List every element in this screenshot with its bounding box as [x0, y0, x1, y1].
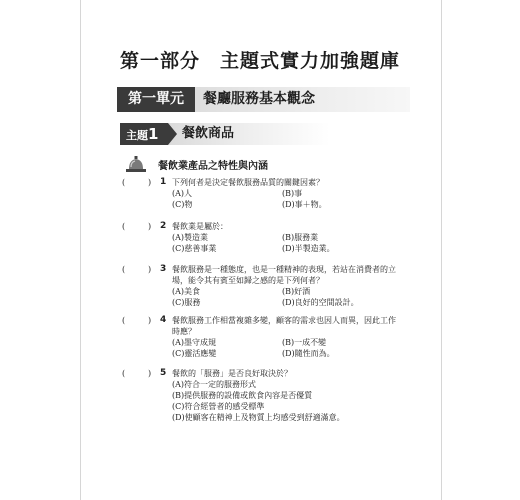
answer-option: (A)人	[172, 189, 193, 198]
section-heading: 餐飲業產品之特性與內涵	[158, 161, 268, 172]
question-stem	[172, 177, 402, 188]
answer-option: (D)隨性而為。	[282, 349, 335, 358]
answer-paren-open: (	[122, 265, 126, 274]
answer-paren-close: )	[148, 265, 152, 274]
question-stem-line: 場，能令其有賓至如歸之感的是下列何者？	[172, 276, 324, 285]
answer-option: (D)使顧客在精神上及物質上均感受到舒適滿意。	[172, 413, 345, 422]
question-number: 4	[160, 315, 167, 325]
question-stem-line: 下列何者是決定餐飲服務品質的關鍵因素？	[172, 178, 324, 187]
answer-option: (B)好酒	[282, 287, 311, 296]
question-number: 5	[160, 368, 167, 378]
topic-name: 餐飲商品	[182, 126, 235, 141]
page-sheet	[80, 0, 442, 500]
topic-number: 1	[148, 125, 159, 143]
answer-option: (D)良好的空間設計。	[282, 298, 359, 307]
answer-option: (A)墨守成規	[172, 338, 217, 347]
answer-option: (C)服務	[172, 298, 201, 307]
bell-icon	[125, 153, 147, 173]
answer-paren-close: )	[148, 316, 152, 325]
question-stem	[172, 315, 402, 337]
answer-option: (A)製造業	[172, 233, 209, 242]
unit-tag: 第一單元	[117, 87, 195, 112]
topic-arrow-icon	[168, 123, 177, 145]
question-stem-line: 餐飲服務工作相當複雜多變，顧客的需求也因人而異，因此工作	[172, 316, 396, 325]
answer-paren-open: (	[122, 316, 126, 325]
answer-option: (D)半製造業。	[282, 244, 335, 253]
topic-label: 主題	[126, 129, 148, 142]
answer-option: (B)提供服務的設備或飲食內容是否優質	[172, 391, 313, 400]
answer-option: (C)符合經營者的感受標準	[172, 402, 265, 411]
answer-option: (C)慈善事業	[172, 244, 217, 253]
question-number: 1	[160, 177, 167, 187]
answer-option: (C)靈活應變	[172, 349, 217, 358]
part-title: 第一部分 主題式實力加強題庫	[119, 50, 400, 72]
answer-paren-close: )	[148, 178, 152, 187]
answer-paren-open: (	[122, 369, 126, 378]
topic-tag	[120, 123, 168, 145]
unit-banner	[117, 87, 410, 112]
answer-option: (B)服務業	[282, 233, 319, 242]
answer-option: (A)符合一定的服務形式	[172, 380, 257, 389]
answer-paren-open: (	[122, 178, 126, 187]
answer-option: (A)美食	[172, 287, 201, 296]
answer-paren-close: )	[148, 369, 152, 378]
question-stem-line: 餐飲業是屬於：	[172, 222, 228, 231]
question-stem-line: 餐飲服務是一種態度，也是一種精神的表現，若站在消費者的立	[172, 265, 396, 274]
question-stem-line: 時應？	[172, 327, 196, 336]
answer-option: (C)物	[172, 200, 193, 209]
answer-paren-open: (	[122, 222, 126, 231]
question-number: 3	[160, 264, 167, 274]
answer-option: (B)一成不變	[282, 338, 327, 347]
topic-banner	[120, 123, 330, 145]
answer-option: (B)事	[282, 189, 303, 198]
unit-name: 餐廳服務基本觀念	[203, 91, 315, 107]
answer-paren-close: )	[148, 222, 152, 231]
question-stem-line: 餐飲的「服務」是否良好取決於？	[172, 369, 292, 378]
answer-option: (D)事＋物。	[282, 200, 327, 209]
question-stem	[172, 368, 402, 379]
question-stem	[172, 221, 402, 232]
question-stem	[172, 264, 402, 286]
question-number: 2	[160, 221, 167, 231]
